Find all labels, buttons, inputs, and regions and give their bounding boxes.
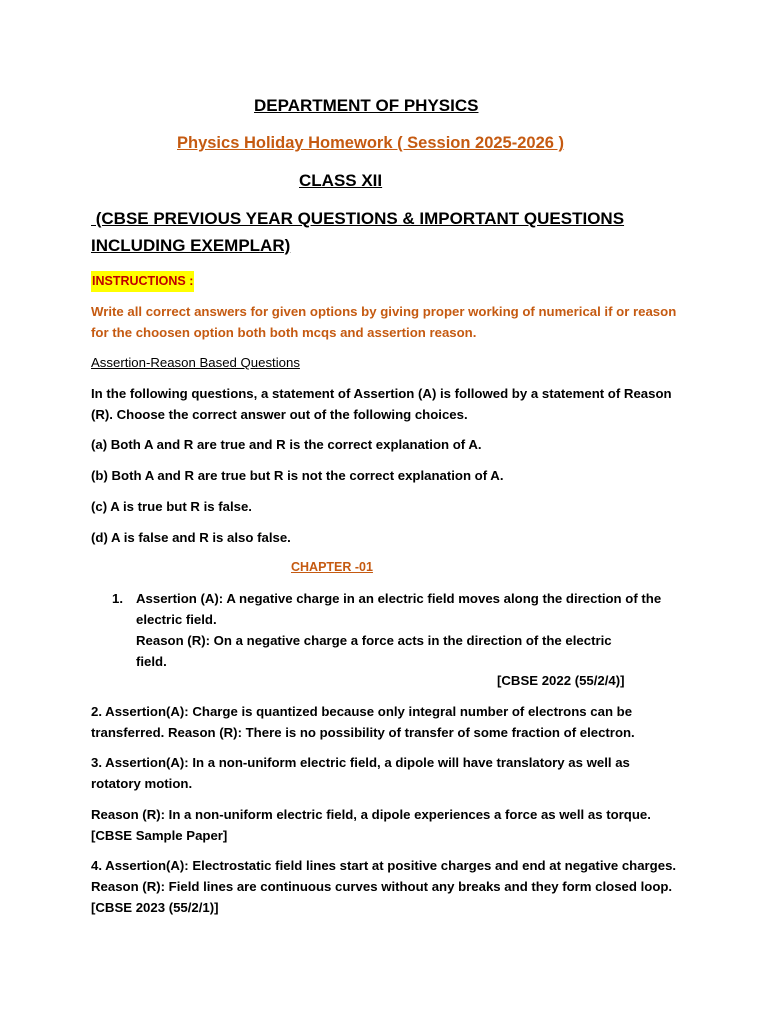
question-1-line-2: electric field. [136, 612, 217, 627]
instructions-line-2: for the choosen option both both mcqs and assertion reason. [91, 325, 477, 340]
class-heading: CLASS XII [299, 171, 383, 190]
option-b: (b) Both A and R are true but R is not the correct explanation of A. [91, 468, 504, 483]
question-1-line-1: Assertion (A): A negative charge in an electric field moves along the direction of the [136, 591, 662, 606]
option-c: (c) A is true but R is false. [91, 499, 252, 514]
subtitle-line-2: INCLUDING EXEMPLAR) [91, 236, 291, 255]
question-3-line-1: 3. Assertion(A): In a non-uniform electric field, a dipole will have translatory as well as [91, 755, 630, 770]
option-a: (a) Both A and R are true and R is the correct explanation of A. [91, 437, 482, 452]
question-2-line-1: 2. Assertion(A): Charge is quantized because only integral number of electrons can be [91, 704, 633, 719]
intro-line-1: In the following questions, a statement of Assertion (A) is followed by a statement of Reason [91, 386, 672, 401]
chapter-heading: CHAPTER -01 [291, 560, 373, 574]
instructions-line-1: Write all correct answers for given options by giving proper working of numerical if or reason [91, 304, 677, 319]
question-4-line-1: 4. Assertion(A): Electrostatic field lines start at positive charges and end at negative charges. [91, 858, 677, 873]
assertion-reason-title: Assertion-Reason Based Questions [91, 355, 300, 370]
question-1-reference: [CBSE 2022 (55/2/4)] [497, 673, 625, 688]
option-d: (d) A is false and R is also false. [91, 530, 291, 545]
question-1-line-4: field. [136, 654, 167, 669]
question-4-line-2: Reason (R): Field lines are continuous curves without any breaks and they form closed loop. [91, 879, 673, 894]
question-3-line-2: rotatory motion. [91, 776, 193, 791]
question-1-line-3: Reason (R): On a negative charge a force acts in the direction of the electric [136, 633, 612, 648]
question-3-reference: [CBSE Sample Paper] [91, 828, 228, 843]
question-1-number: 1. [112, 591, 123, 606]
department-heading: DEPARTMENT OF PHYSICS [254, 96, 479, 115]
intro-line-2: (R). Choose the correct answer out of the following choices. [91, 407, 468, 422]
session-title: Physics Holiday Homework ( Session 2025-2026 ) [177, 134, 565, 152]
question-4-reference: [CBSE 2023 (55/2/1)] [91, 900, 219, 915]
instructions-label: INSTRUCTIONS : [91, 271, 194, 292]
question-2-line-2: transferred. Reason (R): There is no possibility of transfer of some fraction of electron. [91, 725, 635, 740]
subtitle-line-1: (CBSE PREVIOUS YEAR QUESTIONS & IMPORTANT QUESTIONS [91, 209, 625, 228]
question-3-line-3: Reason (R): In a non-uniform electric field, a dipole experiences a force as well as torque. [91, 807, 651, 822]
